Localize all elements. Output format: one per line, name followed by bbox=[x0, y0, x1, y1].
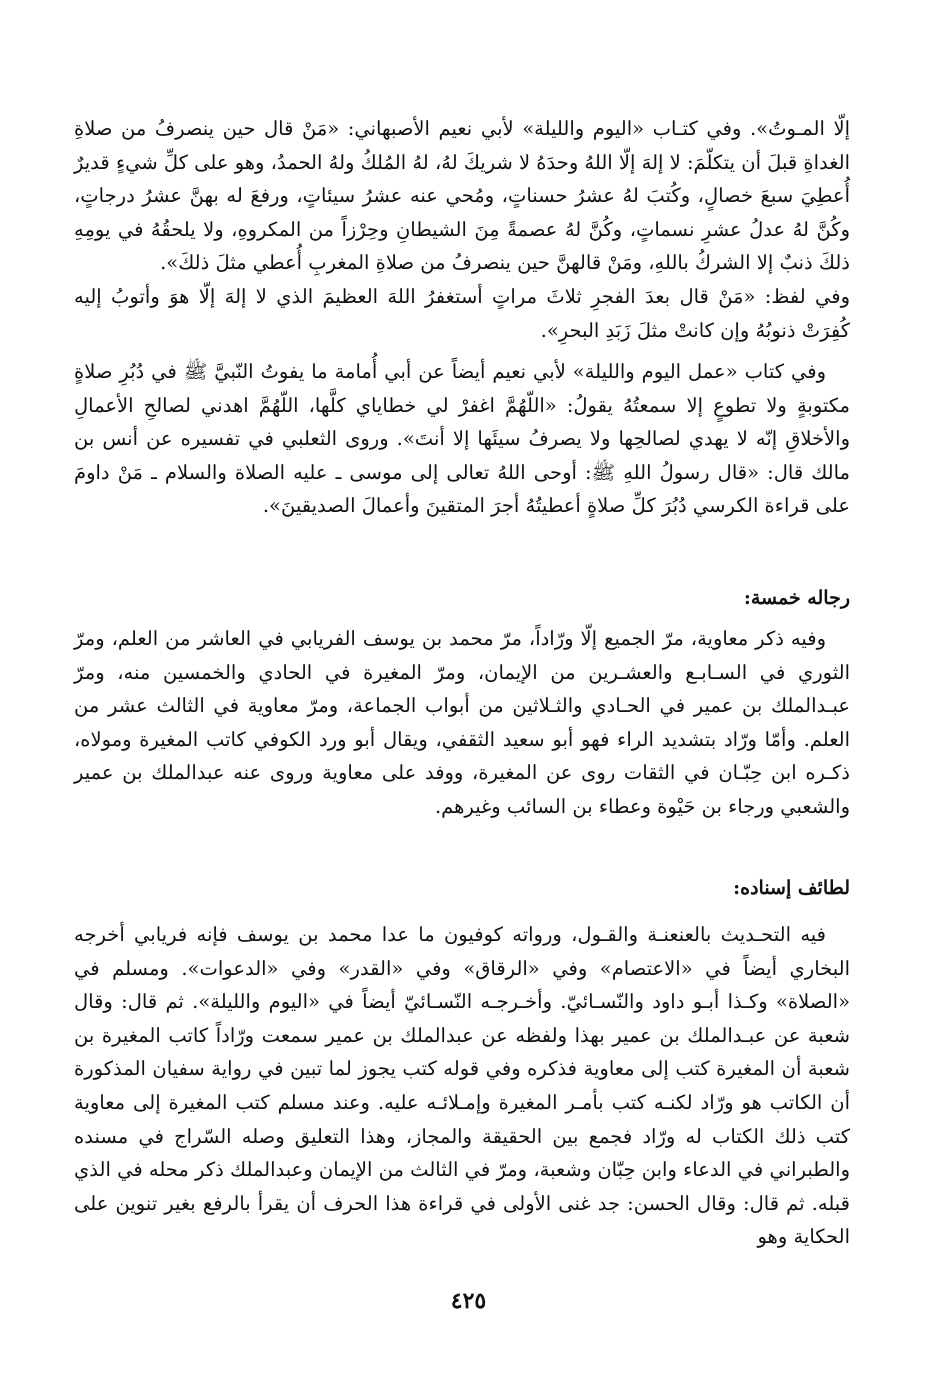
text-block-isnad bbox=[74, 918, 850, 1254]
paragraph-fajr-istighfar: وفي لفظ: «مَنْ قال بعدَ الفجرِ ثلاثَ مراتٍ أستغفرُ اللهَ العظيمَ الذي لا إلهَ إلّا هوَ وأتوبُ إليه كُفِرَتْ ذنوبُهُ وإن كانتْ مثلَ زَبَدِ البحرِ». bbox=[74, 284, 850, 342]
text-block-narrators bbox=[74, 622, 850, 824]
heading-narrators: رجاله خمسة: bbox=[743, 587, 850, 609]
paragraph-isnad: فيه التحـديث بالعنعنـة والقـول، ورواته كوفيون ما عدا محمد بن يوسف فإنه فريابي أخرجه البخاري أيضاً في «الاعتصام» وفي «الرقاق» وفي «القدر» وفي «الدعوات». ومسلم في «الصلاة» وكـذا أبـو داود والنّسـائيّ. وأخـرجـه النّسـائيّ أيضاً في «اليوم والليلة». ثم قال: وقال شعبة عن عبـدالملك بن عمير بهذا ولفظه عن عبدالملك بن عمير سمعت ورّاداً كاتب المغيرة بن شعبة أن المغيرة كتب إلى معاوية فذكره وفي قوله كتب يجوز لما تبين في رواية سفيان المذكورة أن الكاتب هو ورّاد لكنـه كتب بأمـر المغيرة وإمـلائـه عليه. وعند مسلم كتب المغيرة إلى معاوية كتب ذلك الكتاب له ورّاد فجمع بين الحقيقة والمجاز، وهذا التعليق وصله السّراج في مسنده والطبراني في الدعاء وابن حِبّان وشعبة، ومرّ في الثالث من الإيمان وعبدالملك ذكر محله في الذي قبله. ثم قال: وقال الحسن: جد غنى الأولى في قراءة هذا الحرف أن يقرأ بالرفع بغير تنوين على الحكاية وهو bbox=[74, 923, 850, 1249]
heading-isnad-subtleties: لطائف إسناده: bbox=[733, 877, 850, 899]
paragraph-narrators: وفيه ذكر معاوية، مرّ الجميع إلّا ورّاداً، مرّ محمد بن يوسف الفريابي في العاشر من العلم، ومرّ الثوري في السـابـع والعشـرين من الإيمان، ومرّ المغيرة في الحادي والخمسين منه، ومرّ عبـدالملك بن عمير في الحـادي والثـلاثين من أبواب الجماعة، ومرّ معاوية في الثالث عشر من العلم. وأمّا ورّاد بتشديد الراء فهو أبو سعيد الثقفي، ويقال أبو ورد الكوفي كاتب المغيرة ومولاه، ذكـره ابن حِبّـان في الثقات روى عن المغيرة، ووفد على معاوية وروى عنه عبدالملك بن عمير والشعبي ورجاء بن حَيْوة وعطاء بن السائب وغيرهم. bbox=[74, 627, 850, 818]
page-number: ٤٢٥ bbox=[450, 1288, 487, 1314]
text-block-opening bbox=[74, 112, 850, 347]
paragraph-death-dhikr: إلّا المـوتُ». وفي كتـاب «اليوم والليلة» لأبي نعيم الأصبهاني: «مَنْ قال حين ينصرفُ من صلاةِ الغداةِ قبلَ أن يتكلّمَ: لا إلهَ إلّا اللهُ وحدَهُ لا شريكَ لهُ، لهُ المُلكُ ولهُ الحمدُ، وهو على كلِّ شيءٍ قديرٌ أُعطِيَ سبعَ خصالٍ، وكُتبَ لهُ عشرُ حسناتٍ، ومُحي عنه عشرُ سيئاتٍ، ورفعَ له بهنَّ عشرُ درجاتٍ، وكُنَّ لهُ عدلُ عشرِ نسماتٍ، وكُنَّ لهُ عصمةً مِنَ الشيطانِ وحِرْزاً من المكروهِ، ولا يلحقُهُ في يومِهِ ذلكَ ذنبٌ إلا الشركُ باللهِ، ومَنْ قالهنَّ حين ينصرفُ من صلاةِ المغربِ أُعطي مثلَ ذلكَ». bbox=[74, 117, 850, 275]
paragraph-abu-umama: وفي كتاب «عمل اليوم والليلة» لأبي نعيم أيضاً عن أبي أُمامة ما يفوتُ النّبيَّ ﷺ في دُبُرِ صلاةٍ مكتوبةٍ ولا تطوعٍ إلا سمعتُهُ يقولُ: «اللّهُمَّ اغفرْ لي خطاياي كلَّها، اللّهُمَّ اهدني لصالحِ الأعمالِ والأخلاقِ إنّه لا يهدي لصالحِها ولا يصرفُ سيئَها إلا أنتَ». وروى الثعلبي في تفسيره عن أنس بن مالك قال: «قال رسولُ اللهِ ﷺ: أوحى اللهُ تعالى إلى موسى ـ عليه الصلاة والسلام ـ مَنْ داومَ على قراءة الكرسي دُبُرَ كلِّ صلاةٍ أعطيتُهُ أجرَ المتقينَ وأعمالَ الصديقينَ». bbox=[74, 360, 850, 518]
text-block-abu-umama bbox=[74, 355, 850, 523]
